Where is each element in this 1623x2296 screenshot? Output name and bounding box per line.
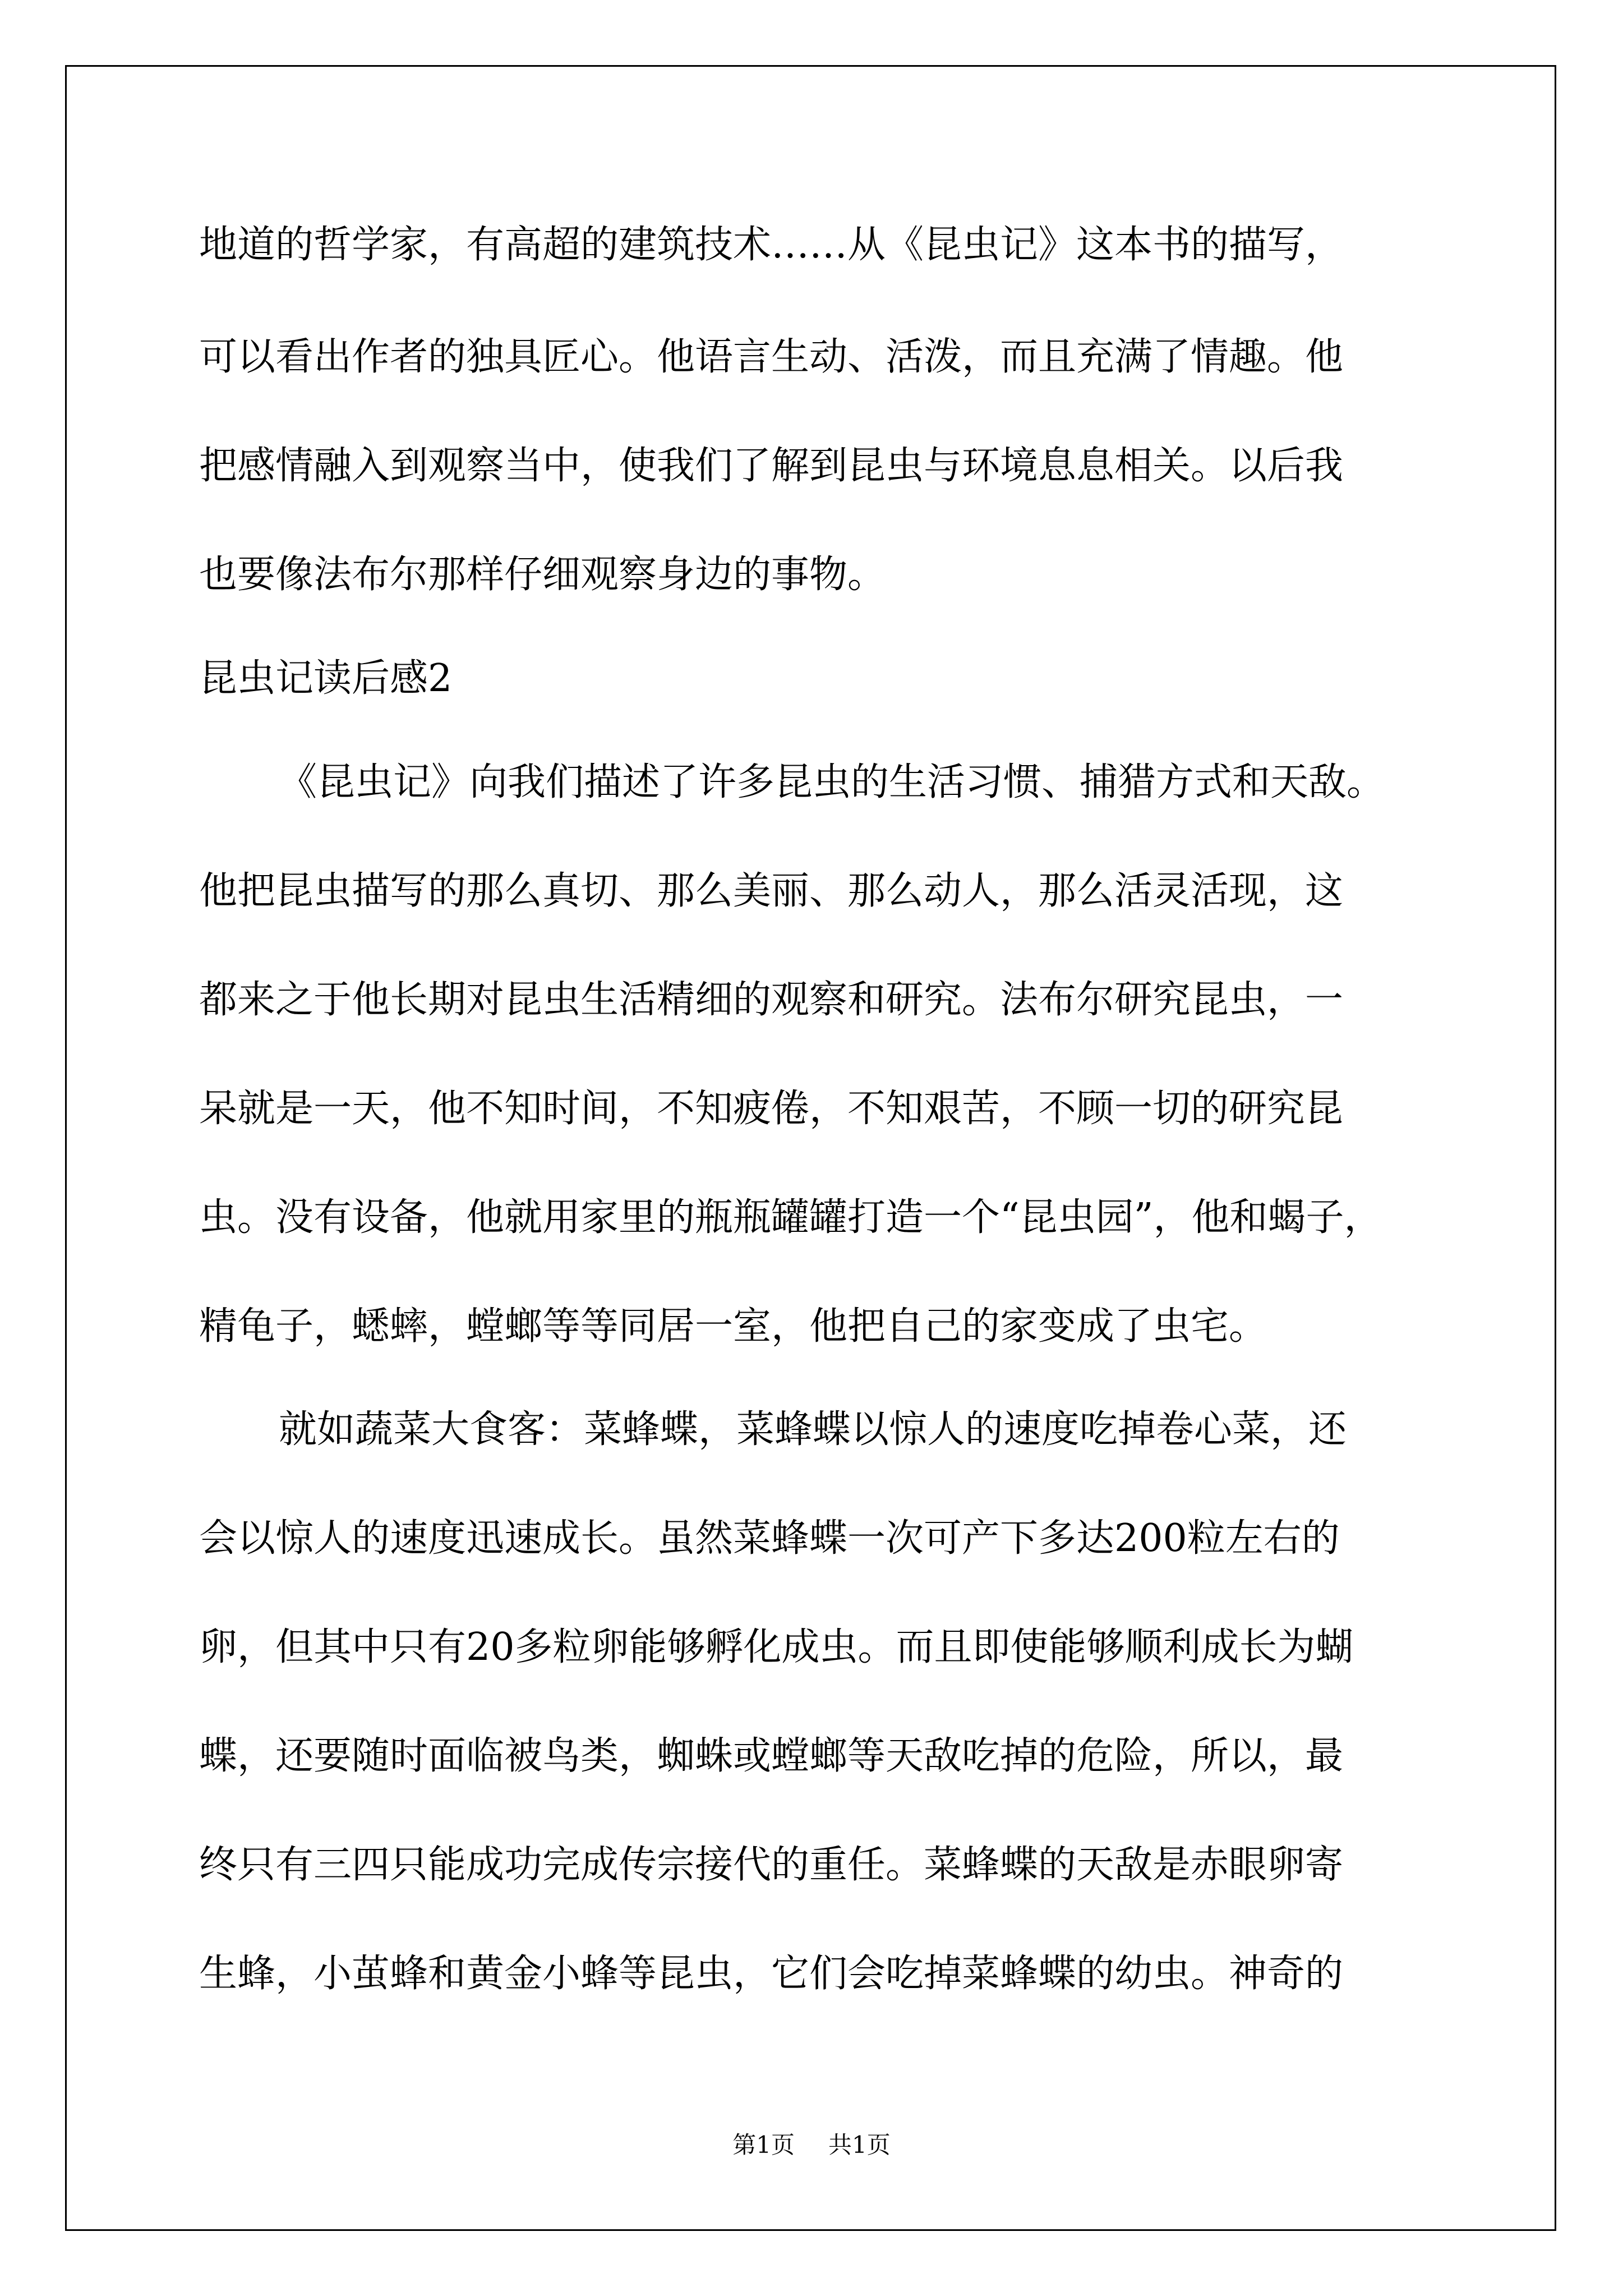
page-border	[65, 65, 1556, 2231]
paragraph-line: 呆就是一天，他不知时间，不知疲倦，不知艰苦，不顾一切的研究昆	[199, 1087, 1344, 1131]
text-line: 可以看出作者的独具匠心。他语言生动、活泼，而且充满了情趣。他	[199, 335, 1344, 379]
page-footer	[0, 2133, 1623, 2157]
section-heading: 昆虫记读后感2	[199, 656, 453, 701]
paragraph-line: 《昆虫记》向我们描述了许多昆虫的生活习惯、捕猎方式和天敌。	[279, 760, 1385, 804]
paragraph-line: 就如蔬菜大食客：菜蜂蝶，菜蜂蝶以惊人的速度吃掉卷心菜，还	[279, 1407, 1347, 1452]
paragraph-line: 卵，但其中只有20多粒卵能够孵化成虫。而且即使能够顺利成长为蝴	[199, 1625, 1354, 1669]
text-line: 把感情融入到观察当中，使我们了解到昆虫与环境息息相关。以后我	[199, 444, 1344, 488]
text-line: 也要像法布尔那样仔细观察身边的事物。	[199, 553, 886, 597]
page-number: 第1页	[732, 2131, 795, 2159]
paragraph-line: 生蜂，小茧蜂和黄金小蜂等昆虫，它们会吃掉菜蜂蝶的幼虫。神奇的	[199, 1952, 1344, 1996]
paragraph-line: 会以惊人的速度迅速成长。虽然菜蜂蝶一次可产下多达200粒左右的	[199, 1516, 1340, 1561]
paragraph-line: 蝶，还要随时面临被鸟类，蜘蛛或螳螂等天敌吃掉的危险，所以，最	[199, 1734, 1344, 1778]
paragraph-line: 精龟子，蟋蟀，螳螂等等同居一室，他把自己的家变成了虫宅。	[199, 1304, 1267, 1349]
paragraph-line: 都来之于他长期对昆虫生活精细的观察和研究。法布尔研究昆虫，一	[199, 978, 1344, 1022]
paragraph-line: 终只有三四只能成功完成传宗接代的重任。菜蜂蝶的天敌是赤眼卵寄	[199, 1843, 1344, 1887]
paragraph-line: 他把昆虫描写的那么真切、那么美丽、那么动人，那么活灵活现，这	[199, 869, 1344, 913]
page-total: 共1页	[828, 2131, 891, 2159]
paragraph-line: 虫。没有设备，他就用家里的瓶瓶罐罐打造一个“昆虫园”，他和蝎子，	[199, 1195, 1382, 1240]
text-line: 地道的哲学家，有高超的建筑技术……从《昆虫记》这本书的描写，	[199, 223, 1344, 267]
